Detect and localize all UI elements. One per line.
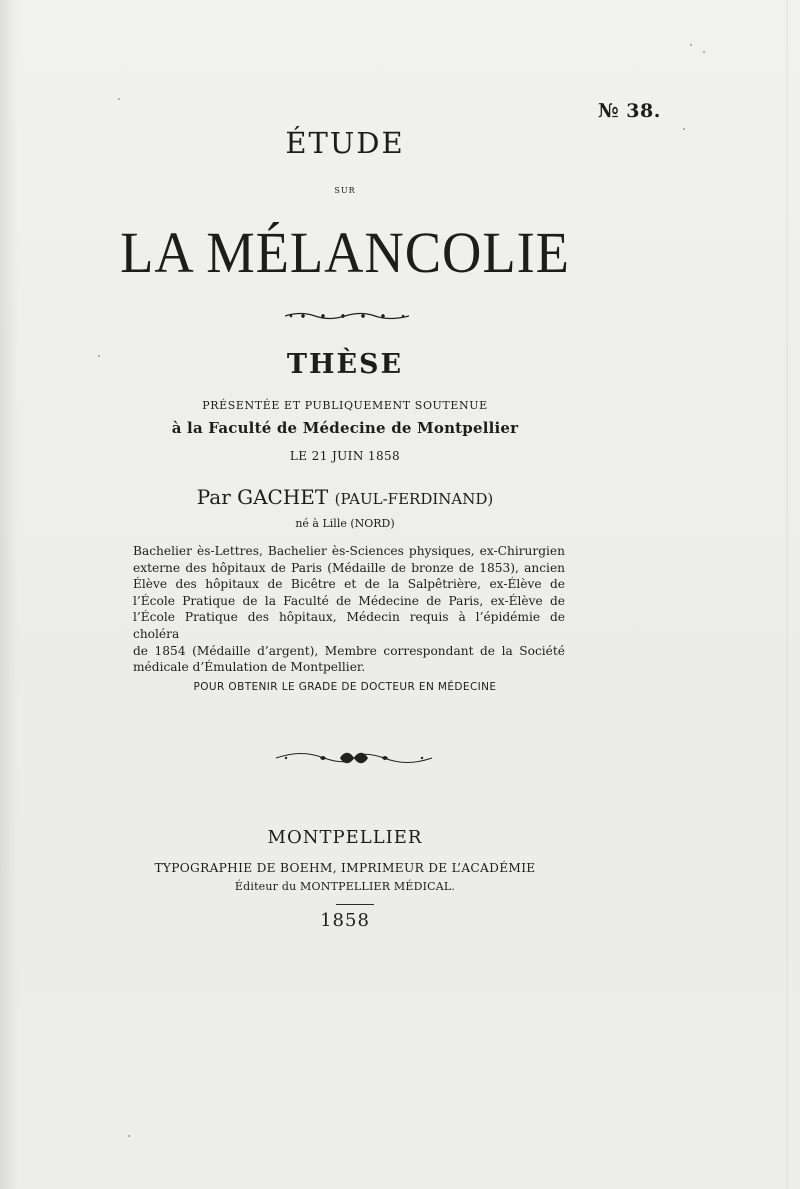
short-rule <box>336 904 374 905</box>
publication-city: MONTPELLIER <box>267 827 423 848</box>
title-etude: ÉTUDE <box>285 126 405 160</box>
date-prefix: LE <box>289 449 308 463</box>
paper-speck <box>690 44 692 46</box>
author-biography <box>133 543 565 676</box>
paper-speck <box>683 128 685 130</box>
biography-line: l’École Pratique des hôpitaux, Médecin requis à l’épidémie de choléra <box>133 610 565 641</box>
biography-line: médicale d’Émulation de Montpellier. <box>133 660 366 675</box>
page-fold-line <box>786 0 788 1189</box>
ornament-divider-bottom <box>274 749 434 767</box>
author-prefix: Par <box>196 485 231 509</box>
publication-year: 1858 <box>320 910 370 931</box>
birth-place: né à Lille (NORD) <box>295 517 395 530</box>
thesis-label: THÈSE <box>286 349 404 380</box>
title-connector: SUR <box>334 186 356 195</box>
date-text: 21 JUIN 1858 <box>311 449 401 463</box>
author-line <box>80 487 610 507</box>
editor-line: Éditeur du MONTPELLIER MÉDICAL. <box>234 880 456 893</box>
biography-line: l’École Pratique de la Faculté de Médecine de Paris, ex-Élève de <box>133 593 565 608</box>
defense-date <box>80 450 610 462</box>
faculty-line: à la Faculté de Médecine de Montpellier <box>171 419 519 437</box>
biography-line: Élève des hôpitaux de Bicêtre et de la Salpêtrière, ex-Élève de <box>133 577 565 592</box>
biography-line: Bachelier ès-Lettres, Bachelier ès-Sciences physiques, ex-Chirurgien <box>133 544 565 558</box>
paper-speck <box>128 1135 130 1137</box>
biography-line: externe des hôpitaux de Paris (Médaille de bronze de 1853), ancien <box>133 560 565 575</box>
document-number: № 38. <box>598 100 661 122</box>
author-surname: GACHET <box>237 485 329 509</box>
author-given-names: (PAUL-FERDINAND) <box>334 490 494 508</box>
printer-line: TYPOGRAPHIE DE BOEHM, IMPRIMEUR DE L’ACADÉMIE <box>154 861 536 875</box>
ornament-divider-top <box>283 309 411 323</box>
page-edge-shadow <box>0 0 18 1189</box>
degree-line: POUR OBTENIR LE GRADE DE DOCTEUR EN MÉDECINE <box>193 681 497 693</box>
biography-line: de 1854 (Médaille d’argent), Membre correspondant de la Société <box>133 643 565 658</box>
paper-speck <box>703 51 705 53</box>
paper-speck <box>118 98 120 100</box>
page-title: LA MÉLANCOLIE <box>120 220 570 285</box>
presentation-line: PRÉSENTÉE ET PUBLIQUEMENT SOUTENUE <box>202 399 488 412</box>
